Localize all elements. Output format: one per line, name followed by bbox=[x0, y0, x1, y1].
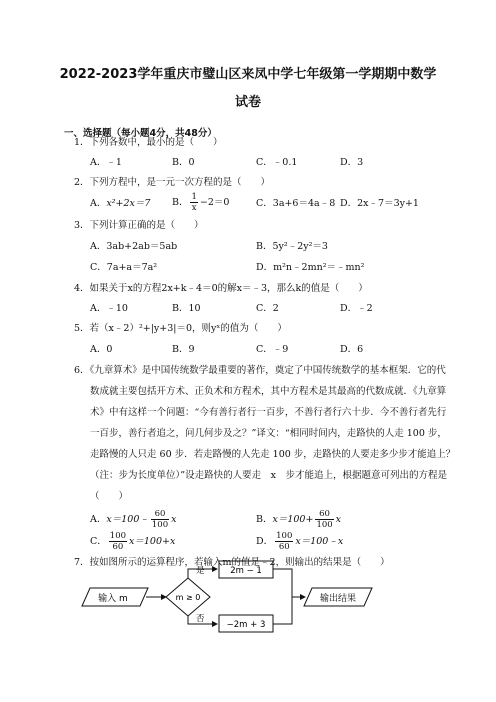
q3-option-a: A．3ab+2ab＝5ab bbox=[90, 241, 178, 252]
q1-option-c: C．﹣0.1 bbox=[256, 157, 298, 168]
q3-option-b: B．5y²﹣2y²＝3 bbox=[256, 241, 328, 252]
question-4-stem: 4．如果关于x的方程2x+k﹣4＝0的解x＝﹣3，那么k的值是（ ） bbox=[74, 283, 368, 294]
fraction: $\frac{100}{60}$ bbox=[276, 531, 293, 552]
question-3-stem: 3．下列计算正确的是（ ） bbox=[74, 220, 204, 231]
question-7-stem: 7．按如图所示的运算程序，若输入m的值是﹣2，则输出的结果是（ ） bbox=[74, 557, 390, 568]
q4-option-a: A．﹣10 bbox=[90, 303, 128, 314]
fraction: $\frac{60}{100}$ bbox=[316, 509, 333, 530]
exam-title: 2022-2023学年重庆市璧山区来凤中学七年级第一学期期中数学 bbox=[59, 67, 437, 82]
flow-no-label: 否 bbox=[196, 614, 205, 624]
fraction: $\frac{100}{60}$ bbox=[109, 531, 127, 552]
question-6-line-6: （注：步为长度单位）”设走路快的人要走 x 步才能追上，根据题意可列出的方程是 bbox=[90, 470, 447, 481]
question-5-stem: 5．若（x﹣2）²+|y+3|＝0，则yˣ的值为（ ） bbox=[74, 323, 287, 334]
q6-option-b: B．x＝100+ $\frac{60}{100}$ x bbox=[256, 509, 342, 530]
flow-decision-diamond bbox=[166, 578, 210, 616]
question-6-line-5: 走路慢的人只走 60 步．若走路慢的人先走 100 步，走路快的人要走多少步才能追上？ bbox=[90, 449, 456, 460]
q2-option-b: B． $\frac{1}{x}$ −2＝0 bbox=[172, 192, 230, 213]
section-heading: 一、选择题（每小题4分，共48分） bbox=[64, 128, 217, 139]
question-2-stem: 2．下列方程中，是一元一次方程的是（ ） bbox=[74, 177, 271, 188]
flow-yes-label: 是 bbox=[196, 566, 205, 576]
q2-option-d: D．2x﹣7＝3y+1 bbox=[340, 198, 419, 209]
q1-option-a: A．﹣1 bbox=[90, 157, 122, 168]
exam-title-cont: 试卷 bbox=[234, 95, 261, 110]
q5-option-d: D．6 bbox=[340, 344, 364, 355]
flow-output-box bbox=[304, 588, 372, 606]
question-1-stem: 1．下列各数中，最小的是（ ） bbox=[74, 137, 223, 148]
fraction: $\frac{60}{100}$ bbox=[151, 509, 169, 530]
question-6-line-1: 6．《九章算术》是中国传统数学最重要的著作，奠定了中国传统数学的基本框架．它的代 bbox=[74, 365, 446, 376]
question-6-line-4: 一百步，善行者追之，问几何步及之？”译文：“相同时间内，走路快的人走 100 步， bbox=[90, 428, 447, 439]
flow-no-box-text: −2m + 3 bbox=[226, 620, 266, 630]
q1-option-d: D．3 bbox=[340, 157, 364, 168]
fraction: $\frac{1}{x}$ bbox=[191, 192, 197, 213]
flow-no-box bbox=[219, 615, 273, 632]
question-6-line-3: 术》中有这样一个问题：“今有善行者行一百步，不善行者行六十步．今不善行者先行 bbox=[90, 407, 447, 418]
q4-option-c: C．2 bbox=[256, 303, 279, 314]
q1-option-b: B．0 bbox=[172, 157, 195, 168]
q4-option-d: D．﹣2 bbox=[340, 303, 373, 314]
q6-option-c: C． $\frac{100}{60}$ x＝100+x bbox=[90, 531, 176, 552]
q5-option-b: B．9 bbox=[172, 344, 195, 355]
q2-option-a: A．x²+2x＝7 bbox=[90, 198, 151, 209]
question-6-line-7: （ ） bbox=[90, 491, 129, 502]
q6-option-d: D． $\frac{100}{60}$ x＝100﹣x bbox=[256, 531, 344, 552]
q3-option-d: D．m²n﹣2mn²＝﹣mn² bbox=[256, 262, 365, 273]
q5-option-a: A．0 bbox=[90, 344, 113, 355]
q5-option-c: C．﹣9 bbox=[256, 344, 289, 355]
q4-option-b: B．10 bbox=[172, 303, 201, 314]
flow-output-text: 输出结果 bbox=[319, 594, 357, 604]
q3-option-c: C．7a+a＝7a² bbox=[90, 262, 158, 273]
flow-input-text: 输入 m bbox=[98, 594, 128, 604]
question-6-line-2: 数成就主要包括开方术、正负术和方程术，其中方程术是其最高的代数成就．《九章算 bbox=[90, 386, 447, 397]
flow-yes-box-text: 2m − 1 bbox=[230, 566, 262, 576]
flow-input-box bbox=[82, 588, 148, 606]
q2-option-c: C．3a+6＝4a﹣8 bbox=[256, 198, 336, 209]
flow-decision-text: m ≥ 0 bbox=[175, 593, 201, 602]
q6-option-a: A．x＝100﹣ $\frac{60}{100}$ x bbox=[90, 509, 177, 530]
